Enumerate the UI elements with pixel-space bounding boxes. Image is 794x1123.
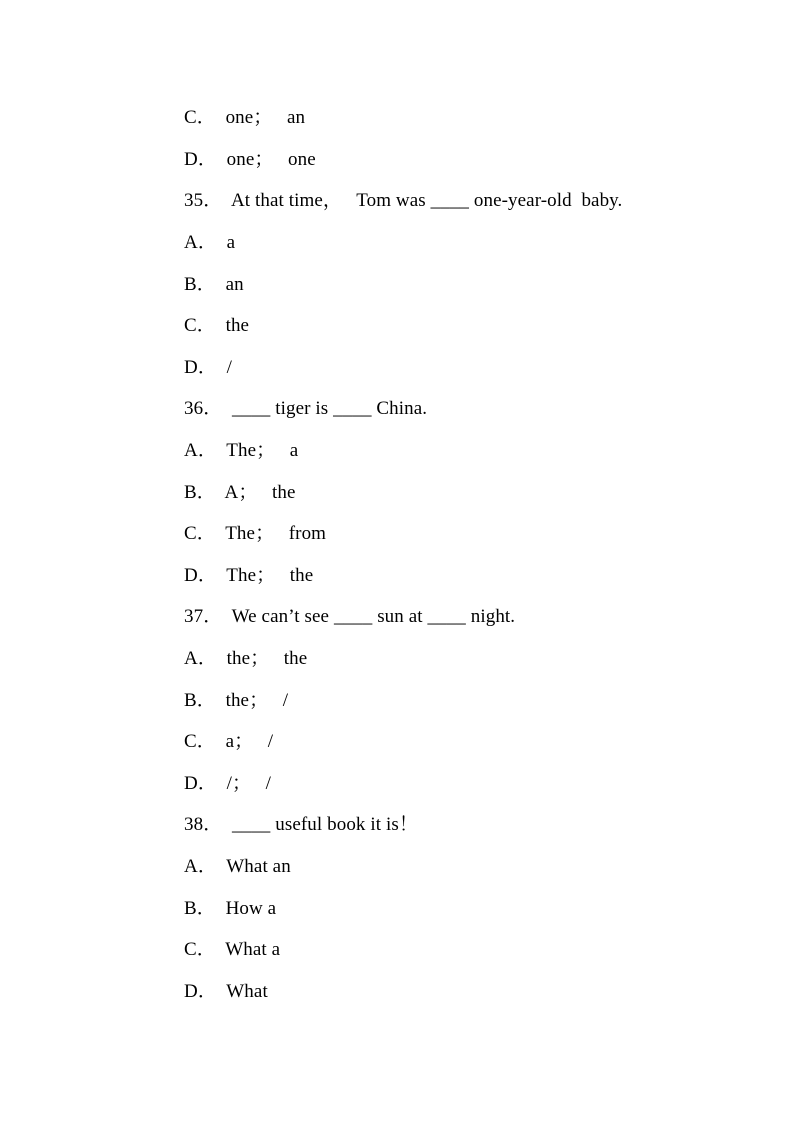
prev-question-option-c: C． one； an — [184, 107, 306, 128]
question-35-option-d: D． / — [184, 357, 233, 378]
question-38-stem: 38． ____ useful book it is！ — [184, 814, 418, 835]
question-36-stem: 36． ____ tiger is ____ China. — [184, 398, 428, 419]
question-37-option-c: C． a； / — [184, 731, 274, 752]
question-36-option-d: D． The； the — [184, 565, 314, 586]
question-38-option-a: A． What an — [184, 856, 291, 877]
prev-question-option-d: D． one； one — [184, 149, 316, 170]
question-36-option-b: B． A； the — [184, 482, 296, 503]
question-36-option-c: C． The； from — [184, 523, 327, 544]
question-38-option-b: B． How a — [184, 898, 277, 919]
question-35-option-c: C． the — [184, 315, 250, 336]
question-35-stem: 35． At that time， Tom was ____ one-year-old baby. — [184, 190, 623, 211]
question-38-option-d: D． What — [184, 981, 268, 1002]
question-37-option-b: B． the； / — [184, 690, 289, 711]
question-36-option-a: A． The； a — [184, 440, 299, 461]
question-38-option-c: C． What a — [184, 939, 281, 960]
question-37-option-d: D． /； / — [184, 773, 272, 794]
question-37-option-a: A． the； the — [184, 648, 308, 669]
question-37-stem: 37． We can’t see ____ sun at ____ night. — [184, 606, 516, 627]
question-35-option-b: B． an — [184, 274, 244, 295]
question-35-option-a: A． a — [184, 232, 236, 253]
